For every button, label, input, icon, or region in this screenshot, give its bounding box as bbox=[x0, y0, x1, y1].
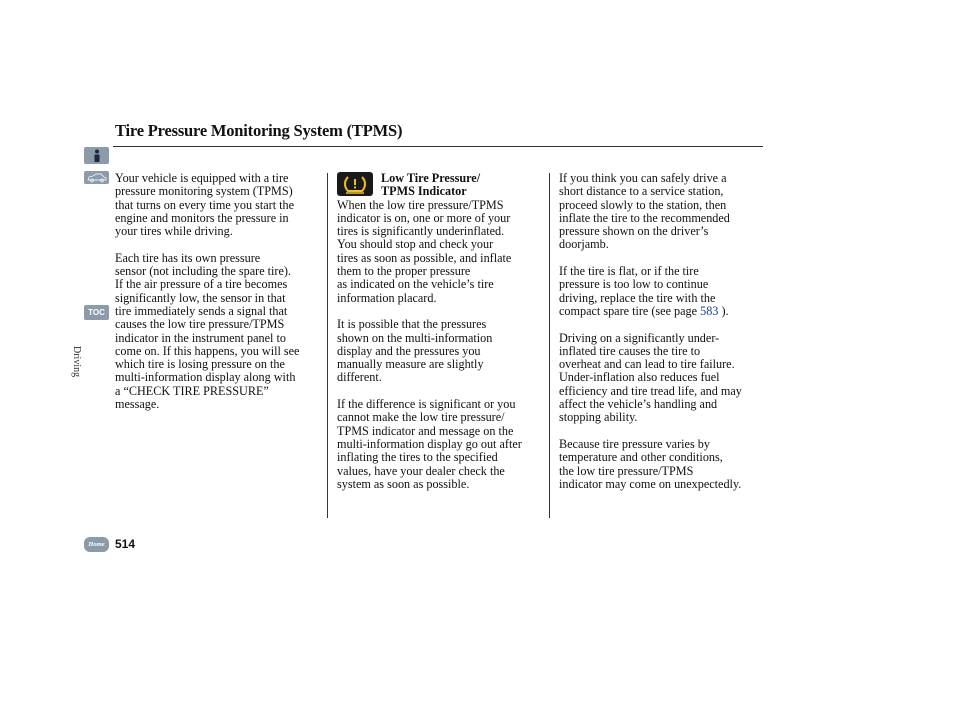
paragraph-text: If the tire is flat, or if the tire pressure is too low to continue driving, replace the tire with the compact spare tire (see page bbox=[559, 264, 716, 318]
column-divider bbox=[549, 173, 550, 518]
info-button[interactable] bbox=[84, 147, 109, 164]
column-2 bbox=[337, 172, 547, 504]
paragraph: It is possible that the pressures shown on the multi-information display and the pressures you manually measure are slightly different. bbox=[337, 317, 493, 385]
column-1 bbox=[115, 172, 325, 425]
page-link-583[interactable]: 583 bbox=[700, 303, 719, 318]
paragraph: When the low tire pressure/TPMS indicator is on, one or more of your tires is significantly underinflated. You should stop and check your tires as soon as possible, and inflate them to the proper pressure as indicated on the vehicle’s tire information placard. bbox=[337, 197, 512, 305]
column-divider bbox=[327, 173, 328, 518]
paragraph: If you think you can safely drive a short distance to a service station, proceed slowly to the station, then inflate the tire to the recommended pressure shown on the driver’s doorjamb. bbox=[559, 171, 730, 252]
vehicle-button[interactable] bbox=[84, 171, 109, 184]
toc-label: TOC bbox=[88, 308, 105, 317]
paragraph: Driving on a significantly under- inflated tire causes the tire to overheat and can lead to tire failure. Under-inflation also reduces fuel efficiency and tire tread life, and may affect the vehicle’s handling and stopping ability. bbox=[559, 330, 742, 425]
paragraph: Because tire pressure varies by temperature and other conditions, the low tire pressure/TPMS indicator may come on unexpectedly. bbox=[559, 436, 742, 491]
paragraph: Your vehicle is equipped with a tire pressure monitoring system (TPMS) that turns on every time you start the engine and monitors the pressure in your tires while driving. bbox=[115, 171, 295, 239]
page-title: Tire Pressure Monitoring System (TPMS) bbox=[115, 121, 403, 140]
home-label: Home bbox=[88, 541, 105, 548]
section-tab-driving: Driving bbox=[71, 346, 82, 378]
page-number: 514 bbox=[115, 537, 136, 551]
home-button[interactable] bbox=[84, 537, 109, 552]
title-rule bbox=[113, 146, 763, 147]
paragraph: If the difference is significant or you cannot make the low tire pressure/ TPMS indicator and message on the multi-information display go out after inflating the tires to the specified values, have your dealer check the system as soon as possible. bbox=[337, 397, 522, 491]
paragraph bbox=[559, 265, 769, 318]
tpms-warning-icon bbox=[337, 172, 373, 196]
indicator-heading: Low Tire Pressure/ TPMS Indicator bbox=[381, 171, 481, 199]
column-3 bbox=[559, 172, 769, 504]
info-icon bbox=[91, 149, 103, 163]
paragraph-text: ). bbox=[718, 303, 729, 318]
toc-button[interactable] bbox=[84, 305, 109, 320]
car-icon bbox=[86, 173, 108, 183]
indicator-heading-row bbox=[337, 172, 547, 199]
paragraph: Each tire has its own pressure sensor (not including the spare tire). If the air pressure of a tire becomes significantly low, the sensor in that tire immediately sends a signal that causes the low tire pressure/TPMS indicator in the instrument panel to come on. If this happens, you will see which tire is losing pressure on the multi-information display along with a “CHECK TIRE PRESSURE” message. bbox=[115, 250, 300, 412]
